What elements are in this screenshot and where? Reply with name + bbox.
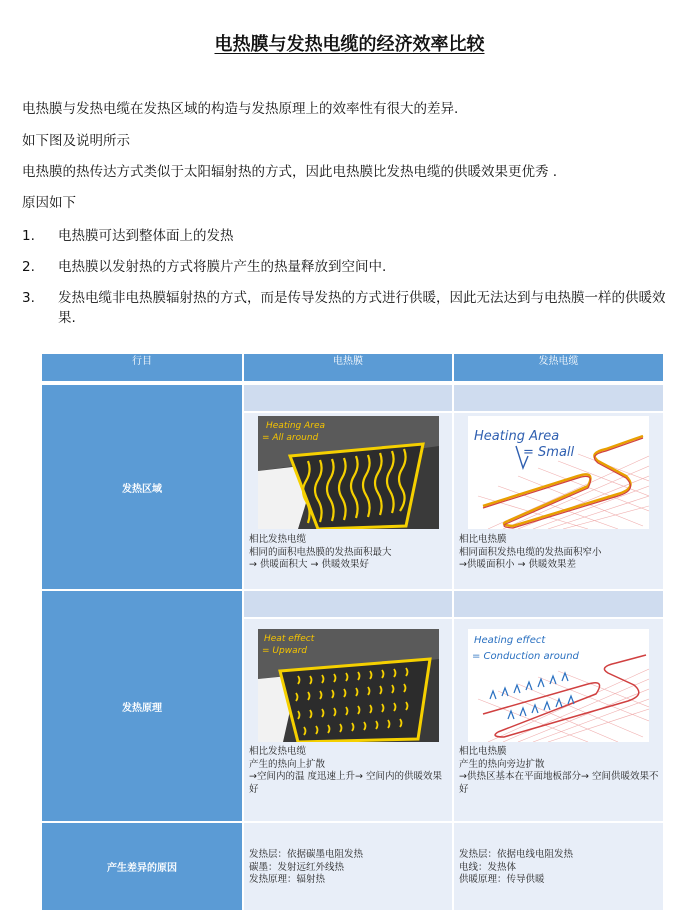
film-area-handwriting-1: Heating Area	[266, 421, 326, 431]
list-number: 1.	[22, 228, 35, 244]
film-area-handwriting-2: = All around	[262, 433, 319, 443]
cable-principle-handwriting-2: = Conduction around	[472, 651, 579, 662]
row-label-reason	[42, 823, 242, 910]
table-spacer-cell	[454, 385, 663, 411]
table-spacer-cell	[244, 385, 452, 411]
intro-paragraph-2: 如下图及说明所示	[22, 133, 130, 149]
row-label-text: 发热原理	[122, 702, 162, 714]
cable-heating-area-photo	[468, 416, 649, 529]
list-text: 电热膜可达到整体面上的发热	[58, 228, 234, 244]
film-heating-area-caption: 相比发热电缆 相同的面积电热膜的发热面积最大 → 供暖面积大 → 供暖效果好	[249, 534, 392, 570]
intro-paragraph-4: 原因如下	[22, 195, 76, 211]
table-header-cable: 发热电缆	[454, 354, 663, 381]
cable-heating-principle-illustration	[468, 629, 649, 742]
list-number: 3.	[22, 290, 35, 306]
cable-heating-area-cell	[454, 413, 663, 589]
film-principle-handwriting-2: = Upward	[262, 646, 307, 656]
cable-heating-principle-cell	[454, 619, 663, 821]
row-label-text: 产生差异的原因	[107, 863, 177, 874]
cable-principle-handwriting-1: Heating effect	[474, 635, 546, 646]
film-heating-principle-cell	[244, 619, 452, 821]
row-label-heating-principle	[42, 591, 242, 821]
table-header-item: 行目	[42, 354, 242, 381]
film-reason-caption: 发热层：依据碳墨电阻发热 碳墨：发射远红外线热 发热原理：辐射热	[249, 849, 364, 885]
cable-area-handwriting-1: Heating Area	[474, 429, 560, 444]
table-spacer-cell	[454, 591, 663, 617]
intro-paragraph-3: 电热膜的热传达方式类似于太阳辐射热的方式，因此电热膜比发热电缆的供暖效果更优秀 .	[22, 164, 558, 180]
film-heating-principle-illustration	[258, 629, 439, 742]
row-label-heating-area	[42, 385, 242, 589]
cable-heating-area-caption: 相比电热膜 相同面积发热电缆的发热面积窄小 →供暖面积小 → 供暖效果差	[459, 534, 602, 570]
film-heating-principle-caption: 相比发热电缆 产生的热向上扩散 →空间内的温 度迅速上升→ 空间内的供暖效果好	[249, 746, 442, 795]
list-item	[22, 288, 682, 328]
comparison-table	[42, 354, 663, 910]
cable-reason-cell	[454, 823, 663, 910]
film-heating-area-illustration	[258, 416, 439, 529]
list-number: 2.	[22, 259, 35, 275]
page-title: 电热膜与发热电缆的经济效率比较	[214, 34, 485, 55]
table-spacer-cell	[244, 591, 452, 617]
film-heating-principle-photo	[258, 629, 439, 742]
cable-heating-principle-caption: 相比电热膜 产生的热向旁边扩散 →供热区基本在平面地板部分→ 空间供暖效果不好	[459, 746, 659, 795]
list-item	[22, 257, 682, 277]
list-text: 电热膜以发射热的方式将膜片产生的热量释放到空间中.	[58, 259, 387, 275]
film-heating-area-photo	[258, 416, 439, 529]
cable-heating-area-illustration	[468, 416, 649, 529]
film-principle-handwriting-1: Heat effect	[264, 634, 315, 644]
table-header-film: 电热膜	[244, 354, 452, 381]
cable-heating-principle-photo	[468, 629, 649, 742]
row-label-text: 发热区域	[122, 483, 162, 495]
film-reason-cell	[244, 823, 452, 910]
intro-paragraph-1: 电热膜与发热电缆在发热区域的构造与发热原理上的效率性有很大的差异.	[22, 101, 459, 117]
cable-area-handwriting-2: = Small	[523, 445, 575, 460]
film-heating-area-cell	[244, 413, 452, 589]
list-item	[22, 226, 682, 246]
list-text: 发热电缆非电热膜辐射热的方式，而是传导发热的方式进行供暖，因此无法达到与电热膜一样的供暖效果.	[58, 290, 666, 326]
cable-reason-caption: 发热层：依据电线电阻发热 电线：发热体 供暖原理：传导供暖	[459, 849, 574, 885]
